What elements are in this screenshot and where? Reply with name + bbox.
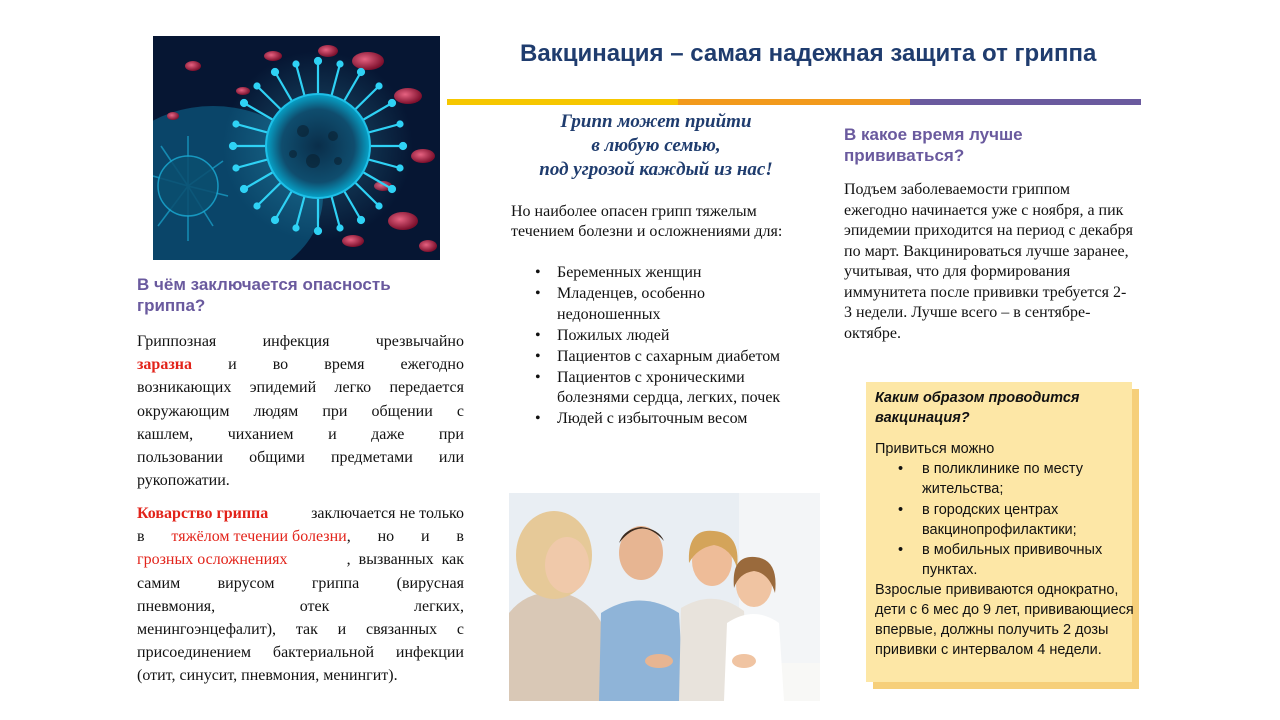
p1-line: [137, 400, 464, 423]
word: общении: [371, 402, 433, 420]
word: бактериальной: [272, 644, 375, 662]
danger-heading-line2: гриппа?: [137, 296, 206, 315]
slogan: [508, 110, 804, 182]
list-item: • в городских центрах вакцинопрофилактики;: [898, 500, 1128, 540]
word: при: [438, 425, 464, 443]
p2-line: [137, 595, 464, 618]
word: в: [137, 528, 145, 546]
when-heading-line2: прививаться?: [844, 146, 965, 165]
severe-course-highlight: тяжёлом течении болезни: [171, 528, 347, 546]
word: чиханием: [227, 425, 294, 443]
slogan-line1: Грипп может прийти: [560, 111, 752, 132]
word: так: [295, 620, 318, 638]
word: окружающим: [137, 402, 230, 420]
word: эпидемий: [249, 379, 317, 397]
when-heading-line1: В какое время лучше: [844, 125, 1023, 144]
p2-line: [137, 572, 464, 595]
how-heading: Каким образом проводится вакцинация?: [875, 390, 1080, 426]
page-title: Вакцинация – самая надежная защита от гриппа: [520, 40, 1097, 67]
slogan-line2: в любую семью,: [591, 135, 721, 156]
word: при: [322, 402, 348, 420]
p2-line: [137, 502, 464, 525]
word: с: [456, 620, 464, 638]
p2-line: [137, 641, 464, 664]
risk-groups-intro: Но наиболее опасен грипп тяжелым течением болезни и осложнениями для:: [511, 203, 783, 240]
slogan-line3: под угрозой каждый из нас!: [539, 159, 773, 180]
comma: ,: [346, 528, 351, 546]
when-text: Подъем заболеваемости гриппом ежегодно начинается уже с ноября, а пик эпидемии приходится на период с декабря по март. Вакцинироваться лучше заранее, учитывая, что для формирования иммунитета после прививки требуется 2-3 недели. Лучше всего – в сентябре-октябре.: [844, 181, 1133, 342]
list-item: • Пациентов с сахарным диабетом: [535, 347, 805, 368]
word: но: [377, 528, 395, 546]
word: людям: [253, 402, 299, 420]
word: вирусом: [217, 574, 275, 592]
word: связанных: [365, 620, 438, 638]
how-places-list: [898, 459, 1128, 581]
p1-line: [137, 376, 464, 399]
list-item: • Людей с избыточным весом: [535, 409, 805, 430]
danger-paragraph-1: [137, 330, 464, 492]
phrase: заключается не только: [311, 505, 464, 522]
when-heading: [844, 124, 1124, 166]
word: Гриппозная: [137, 333, 217, 350]
word: самим: [137, 574, 181, 592]
p1-line: [137, 423, 464, 446]
word: во: [272, 356, 289, 374]
word: даже: [371, 425, 405, 443]
list-item: • в поликлинике по месту жительства;: [898, 459, 1128, 499]
p1-line: [137, 469, 464, 492]
word: возникающих: [137, 379, 232, 397]
word: кашлем,: [137, 425, 194, 443]
word: предметами: [330, 448, 413, 466]
contagious-highlight: заразна: [137, 356, 192, 374]
danger-paragraph-2: [137, 502, 464, 688]
word: и: [328, 425, 337, 443]
insidiousness-highlight: Коварство гриппа: [137, 505, 269, 522]
p2-line: [137, 664, 464, 687]
word: время: [324, 356, 365, 374]
word: в: [456, 528, 464, 546]
word: пневмония,: [137, 597, 216, 615]
word: ежегодно: [400, 356, 464, 374]
word: менингоэнцефалит),: [137, 620, 277, 638]
title-underline-orange: [678, 99, 909, 105]
title-underline-yellow: [447, 99, 678, 105]
p2-line: [137, 548, 464, 571]
word: инфекции: [395, 644, 464, 662]
danger-heading-line1: В чём заключается опасность: [137, 275, 391, 294]
how-dosage-text: Взрослые прививаются однократно, дети с 6 мес до 9 лет, прививающиеся впервые, должны получить 2 дозы прививки с интервалом 4 недели.: [875, 582, 1134, 658]
word: легко: [334, 379, 372, 397]
word: и: [421, 528, 430, 546]
word: передается: [389, 379, 464, 397]
word: пользовании: [137, 448, 223, 466]
risk-groups-list: [535, 263, 805, 430]
danger-heading: [137, 274, 457, 316]
title-underline-purple: [910, 99, 1141, 105]
list-item: • Младенцев, особенно недоношенных: [535, 284, 805, 325]
complications-highlight: грозных осложнениях: [137, 551, 288, 569]
word: или: [438, 448, 464, 466]
word: рукопожатии.: [137, 472, 230, 490]
virus-image: [153, 36, 440, 260]
family-photo: [509, 493, 820, 701]
word: инфекция: [262, 333, 330, 350]
word: и: [228, 356, 237, 374]
phrase: , вызванных как: [346, 551, 464, 569]
word: гриппа: [311, 574, 360, 592]
word: легких,: [414, 597, 464, 615]
p1-line: [137, 446, 464, 469]
word: чрезвычайно: [375, 333, 464, 350]
p1-line: [137, 353, 464, 376]
word: (вирусная: [396, 574, 464, 592]
word: отек: [299, 597, 330, 615]
phrase: (отит, синусит, пневмония, менингит).: [137, 667, 398, 685]
list-item: • Беременных женщин: [535, 263, 805, 284]
p2-line: [137, 525, 464, 548]
list-item: • Пациентов с хроническими болезнями сердца, легких, почек: [535, 368, 805, 409]
list-item: • в мобильных прививочных пунктах.: [898, 540, 1128, 580]
how-intro: Привиться можно: [875, 441, 995, 457]
list-item: • Пожилых людей: [535, 326, 805, 347]
title-underline: [447, 99, 1141, 105]
word: с: [456, 402, 464, 420]
word: общими: [249, 448, 305, 466]
p2-line: [137, 618, 464, 641]
word: присоединением: [137, 644, 252, 662]
p1-line: [137, 330, 464, 353]
word: и: [337, 620, 347, 638]
